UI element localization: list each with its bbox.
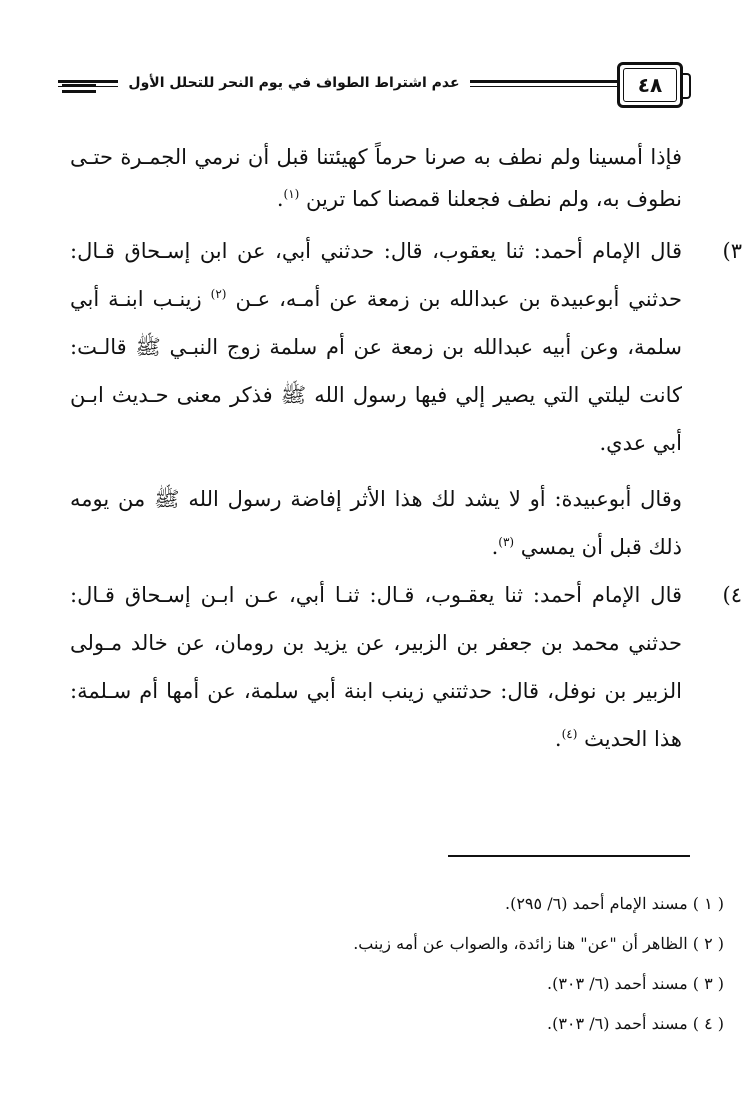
text-line: وقال أبوعبيدة: أو لا يشد لك هذا الأثر إفاضة رسول الله ﷺ من يومه <box>70 487 682 511</box>
paragraph-continuation <box>70 136 682 220</box>
text-line: قال الإمام أحمد: ثنا يعقـوب، قـال: ثنـا أبي، عـن ابـن إسـحاق قـال: <box>70 583 682 607</box>
header-ornament <box>62 84 96 96</box>
footnotes <box>300 884 724 1044</box>
text-line: ذلك قبل أن يمسي $^{(٣)}$. <box>491 535 682 559</box>
text-line: الزبير بن نوفل، قال: حدثتني زينب ابنة أبي سلمة، عن أمها أم سـلمة: <box>70 679 682 703</box>
hadith-number: ٣) <box>722 239 742 263</box>
hadith-3 <box>70 230 742 464</box>
text-line: فإذا أمسينا ولم نطف به صرنا حرماً كهيئتنا قبل أن نرمي الجمـرة حتـى <box>70 145 682 169</box>
page-header <box>58 62 691 106</box>
footnote-ref: (٣) <box>498 535 515 549</box>
footnote-ref: (١) <box>283 187 300 201</box>
running-title: عدم اشتراط الطواف في يوم النحر للتحلل الأول <box>118 72 470 94</box>
page-number: ٤٨ <box>617 62 683 108</box>
text-line: نطوف به، ولم نطف فجعلنا قمصنا كما ترين $^{(١)}$. <box>276 187 682 211</box>
text-line: كانت ليلتي التي يصير إلي فيها رسول الله ﷺ فذكر معنى حـديث ابـن <box>70 383 682 407</box>
text-line: حدثني أبوعبيدة بن عبدالله بن زمعة عن أمـه، عـن $^{(٢)}$ زينـب ابنـة أبي <box>70 287 682 311</box>
text-line: حدثني محمد بن جعفر بن الزبير، عن يزيد بن رومان، عن خالد مـولى <box>70 631 682 655</box>
footnote: ( ٤ ) مسند أحمد (٦/ ٣٠٣). <box>547 1014 724 1033</box>
text-line: سلمة، وعن أبيه عبدالله بن زمعة عن أم سلمة زوج النبـي ﷺ قالـت: <box>70 335 682 359</box>
text-line: قال الإمام أحمد: ثنا يعقوب، قال: حدثني أبي، عن ابن إسـحاق قـال: <box>70 239 682 263</box>
footnote: ( ٢ ) الظاهر أن "عن" هنا زائدة، والصواب عن أمه زينب. <box>353 934 724 953</box>
footnote: ( ٣ ) مسند أحمد (٦/ ٣٠٣). <box>547 974 724 993</box>
hadith-number: ٤) <box>722 583 742 607</box>
hadith-3-comment <box>70 478 682 568</box>
hadith-4 <box>70 574 742 760</box>
footnote-separator <box>448 855 690 857</box>
footnote-ref: (٤) <box>561 727 578 741</box>
text-line: أبي عدي. <box>599 431 682 455</box>
footnote-ref: (٢) <box>210 287 227 301</box>
text-line: هذا الحديث $^{(٤)}$. <box>554 727 682 751</box>
footnote: ( ١ ) مسند الإمام أحمد (٦/ ٢٩٥). <box>505 894 724 913</box>
